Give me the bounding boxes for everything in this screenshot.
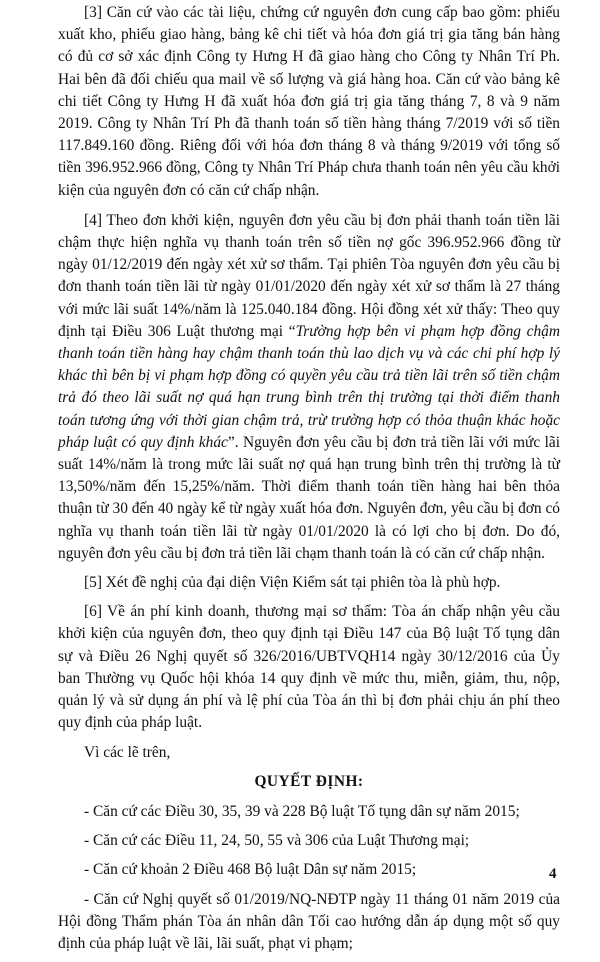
legal-basis-item: - Căn cứ các Điều 30, 35, 39 và 228 Bộ luật Tố tụng dân sự năm 2015;: [84, 802, 520, 820]
paragraph-4-conclusion: ”. Nguyên đơn yêu cầu bị đơn trả tiền lãi với mức lãi suất 14%/năm là trong mức lãi suất nợ quá hạn trung bình trên thị trường là từ 13,50%/năm đến 15,25%/năm. Thời điểm thanh toán tiền hàng hai bên thỏa thuận từ 30 đến 40 ngày kể từ ngày xuất hóa đơn. Nguyên đơn, yêu cầu bị đơn có nghĩa vụ thanh toán tiền lãi từ ngày 01/01/2020 là có lợi cho bị đơn. Do đó, nguyên đơn yêu cầu bị đơn trả tiền lãi chạm thanh toán là có căn cứ chấp nhận.: [58, 433, 560, 562]
document-page: [58, 2, 560, 962]
paragraph-4: [58, 210, 560, 565]
paragraph-5: [5] Xét đề nghị của đại diện Viện Kiểm sát tại phiên tòa là phù hợp.: [84, 574, 501, 592]
legal-basis-item: - Căn cứ Nghị quyết số 01/2019/NQ-NĐTP ngày 11 tháng 01 năm 2019 của Hội đồng Thẩm phán Tòa án nhân dân Tối cao hướng dẫn áp dụng một số quy định của pháp luật về lãi, lãi suất, phạt vi phạm;: [58, 890, 560, 952]
legal-basis-item: - Căn cứ các Điều 11, 24, 50, 55 và 306 của Luật Thương mại;: [84, 832, 470, 850]
paragraph-3: [3] Căn cứ vào các tài liệu, chứng cứ nguyên đơn cung cấp bao gồm: phiếu xuất kho, phiếu giao hàng, bảng kê chi tiết và hóa đơn giá trị gia tăng bán hàng có đủ cơ sở xác định Công ty Hưng H đã giao hàng cho Công ty Nhân Trí Ph. Hai bên đã đối chiếu qua mail về số lượng và giá hàng hoa. Căn cứ vào bảng kê chi tiết Công ty Hưng H đã xuất hóa đơn giá trị gia tăng tháng 7, 8 và 9 năm 2019. Công ty Nhân Trí Ph đã thanh toán số tiền hàng tháng 7/2019 với số tiền 117.849.160 đồng. Riêng đối với hóa đơn tháng 8 và tháng 9/2019 với tổng số tiền 396.952.966 đồng, Công ty Nhân Trí Pháp chưa thanh toán nên yêu cầu khởi kiện của nguyên đơn có căn cứ chấp nhận.: [58, 4, 560, 199]
paragraph-6: [6] Về án phí kinh doanh, thương mại sơ thẩm: Tòa án chấp nhận yêu cầu khởi kiện của nguyên đơn, theo quy định tại Điều 147 của Bộ luật Tố tụng dân sự và Điều 26 Nghị quyết số 326/2016/UBTVQH14 ngày 30/12/2016 của Ủy ban Thường vụ Quốc hội khóa 14 quy định về mức thu, miễn, giảm, thu, nộp, quản lý và sử dụng án phí và lệ phí của Tòa án thì bị đơn phải chịu án phí theo quy định của pháp luật.: [58, 603, 560, 732]
paragraph-4-text: [4] Theo đơn khởi kiện, nguyên đơn yêu cầu bị đơn phải thanh toán tiền lãi chậm thực hiện nghĩa vụ thanh toán trên số tiền nợ gốc 396.952.966 đồng từ ngày 01/12/2019 đến ngày xét xử sơ thẩm. Tại phiên Tòa nguyên đơn yêu cầu bị đơn thanh toán tiền lãi từ ngày 01/01/2020 đến ngày xét xử sơ thẩm là 27 tháng với mức lãi suất 14%/năm là 125.040.184 đồng. Hội đồng xét xử thấy: Theo quy định tại Điều 306 Luật thương mại “: [58, 211, 560, 340]
reasons-line: Vì các lẽ trên,: [84, 743, 171, 761]
legal-basis-item: - Căn cứ khoản 2 Điều 468 Bộ luật Dân sự năm 2015;: [84, 861, 417, 879]
article-306-quote: Trường hợp bên vi phạm hợp đồng chậm thanh toán tiền hàng hay chậm thanh toán thù lao dịch vụ và các chi phí hợp lý khác thì bên bị vi phạm hợp đồng có quyền yêu cầu trả tiền lãi trên số tiền chậm trả đó theo lãi suất nợ quá hạn trung bình trên thị trường tại thời điểm thanh toán tương ứng với thời gian chậm trả, trừ trường hợp có thỏa thuận khác hoặc pháp luật có quy định khác: [58, 322, 560, 451]
decision-heading: QUYẾT ĐỊNH:: [254, 772, 364, 790]
page-number: 4: [549, 866, 557, 882]
